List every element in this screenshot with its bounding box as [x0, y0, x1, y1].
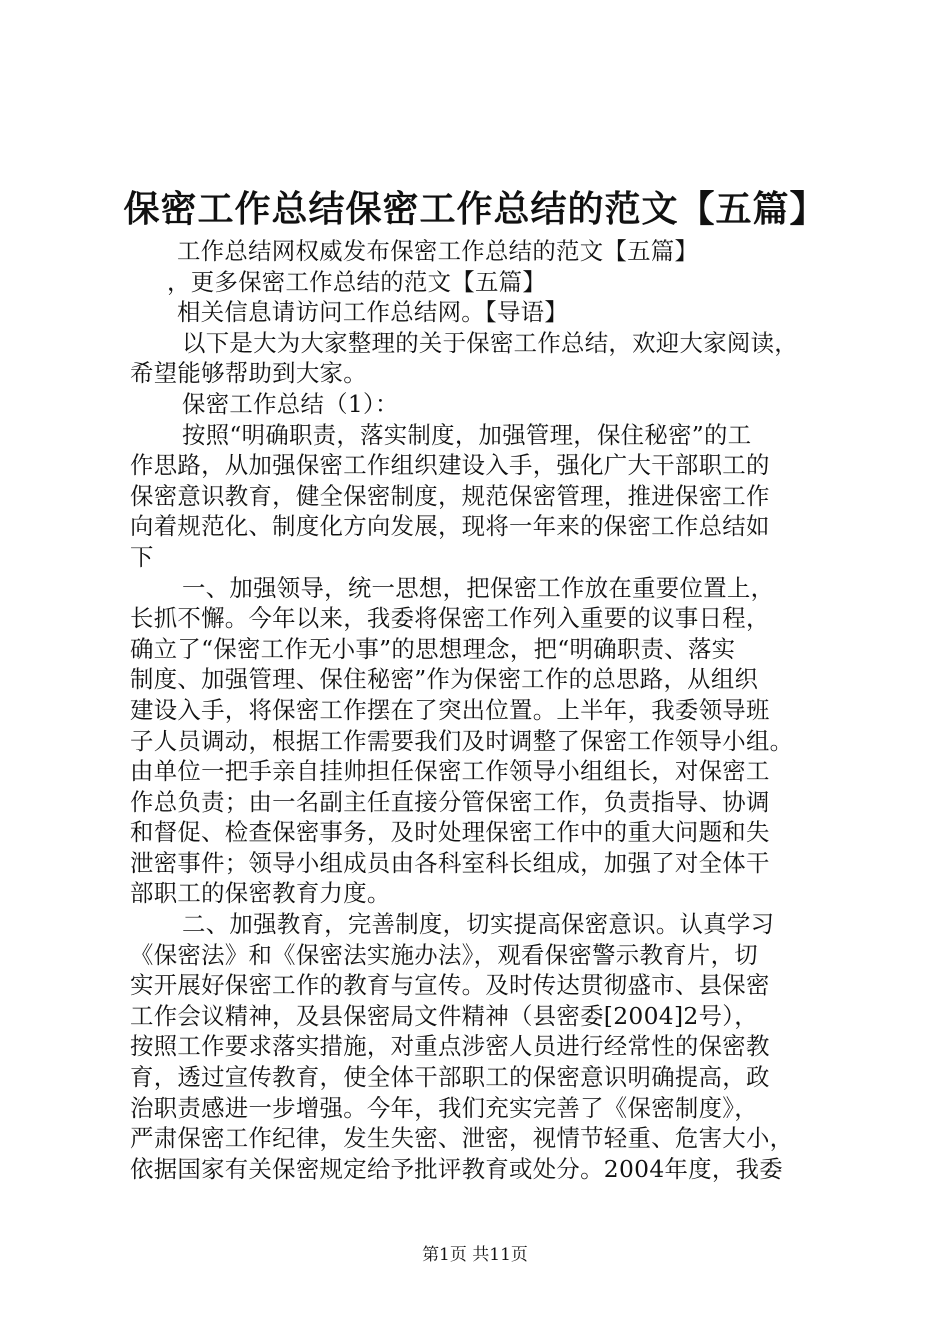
page-number: 第1页 共11页: [422, 1245, 528, 1265]
text-line: 相关信息请访问工作总结网。【导语】: [177, 298, 569, 327]
text-line: 严肃保密工作纪律，发生失密、泄密，视情节轻重、危害大小，: [130, 1124, 794, 1153]
text-line: 工作总结网权威发布保密工作总结的范文【五篇】: [177, 237, 699, 265]
text-line: 《保密法》和《保密法实施办法》，观看保密警示教育片，切: [130, 940, 758, 969]
text-line: 制度、加强管理、保住秘密”作为保密工作的总思路，从组织: [130, 665, 759, 694]
text-line: 部职工的保密教育力度。: [130, 879, 391, 908]
text-line: 保密意识教育，健全保密制度，规范保密管理，推进保密工作: [130, 481, 770, 510]
text-line: 工作会议精神，及县保密局文件精神（县密委[2004]2号），: [130, 1001, 758, 1030]
text-line: 作总负责；由一名副主任直接分管保密工作，负责指导、协调: [130, 787, 770, 816]
text-line: 长抓不懈。今年以来，我委将保密工作列入重要的议事日程，: [130, 604, 770, 633]
text-line: 确立了“保密工作无小事”的思想理念，把“明确职责、落实: [130, 634, 736, 663]
text-line: 建设入手，将保密工作摆在了突出位置。上半年，我委领导班: [130, 695, 770, 724]
page-title: 保密工作总结保密工作总结的范文【五篇】: [123, 188, 827, 230]
text-line: 子人员调动，根据工作需要我们及时调整了保密工作领导小组。: [130, 726, 794, 755]
text-line: 保密工作总结（1）：: [182, 389, 399, 418]
text-line: 下: [130, 542, 154, 571]
text-line: 按照工作要求落实措施，对重点涉密人员进行经常性的保密教: [130, 1032, 770, 1061]
text-line: ，更多保密工作总结的范文【五篇】: [167, 267, 547, 296]
text-line: 依据国家有关保密规定给予批评教育或处分。2004年度，我委: [130, 1154, 783, 1183]
text-line: 实开展好保密工作的教育与宣传。及时传达贯彻盛市、县保密: [130, 971, 770, 1000]
text-line: 作思路，从加强保密工作组织建设入手，强化广大干部职工的: [130, 451, 770, 480]
text-line: 向着规范化、制度化方向发展，现将一年来的保密工作总结如: [130, 512, 770, 541]
text-line: 希望能够帮助到大家。: [130, 359, 367, 388]
text-line: 治职责感进一步增强。今年，我们充实完善了《保密制度》，: [130, 1093, 758, 1122]
text-line: 二、加强教育，完善制度，切实提高保密意识。认真学习: [182, 910, 775, 939]
text-line: 泄密事件；领导小组成员由各科室科长组成，加强了对全体干: [130, 848, 770, 877]
document-body: [130, 236, 842, 1184]
text-line: 以下是大为大家整理的关于保密工作总结，欢迎大家阅读，: [182, 328, 798, 357]
text-line: 育，透过宣传教育，使全体干部职工的保密意识明确提高，政: [130, 1063, 770, 1092]
text-line: 一、加强领导，统一思想，把保密工作放在重要位置上，: [182, 573, 775, 602]
text-line: 由单位一把手亲自挂帅担任保密工作领导小组组长，对保密工: [130, 757, 770, 786]
text-line: 按照“明确职责，落实制度，加强管理，保住秘密”的工: [182, 420, 752, 449]
text-line: 和督促、检查保密事务，及时处理保密工作中的重大问题和失: [130, 818, 770, 847]
